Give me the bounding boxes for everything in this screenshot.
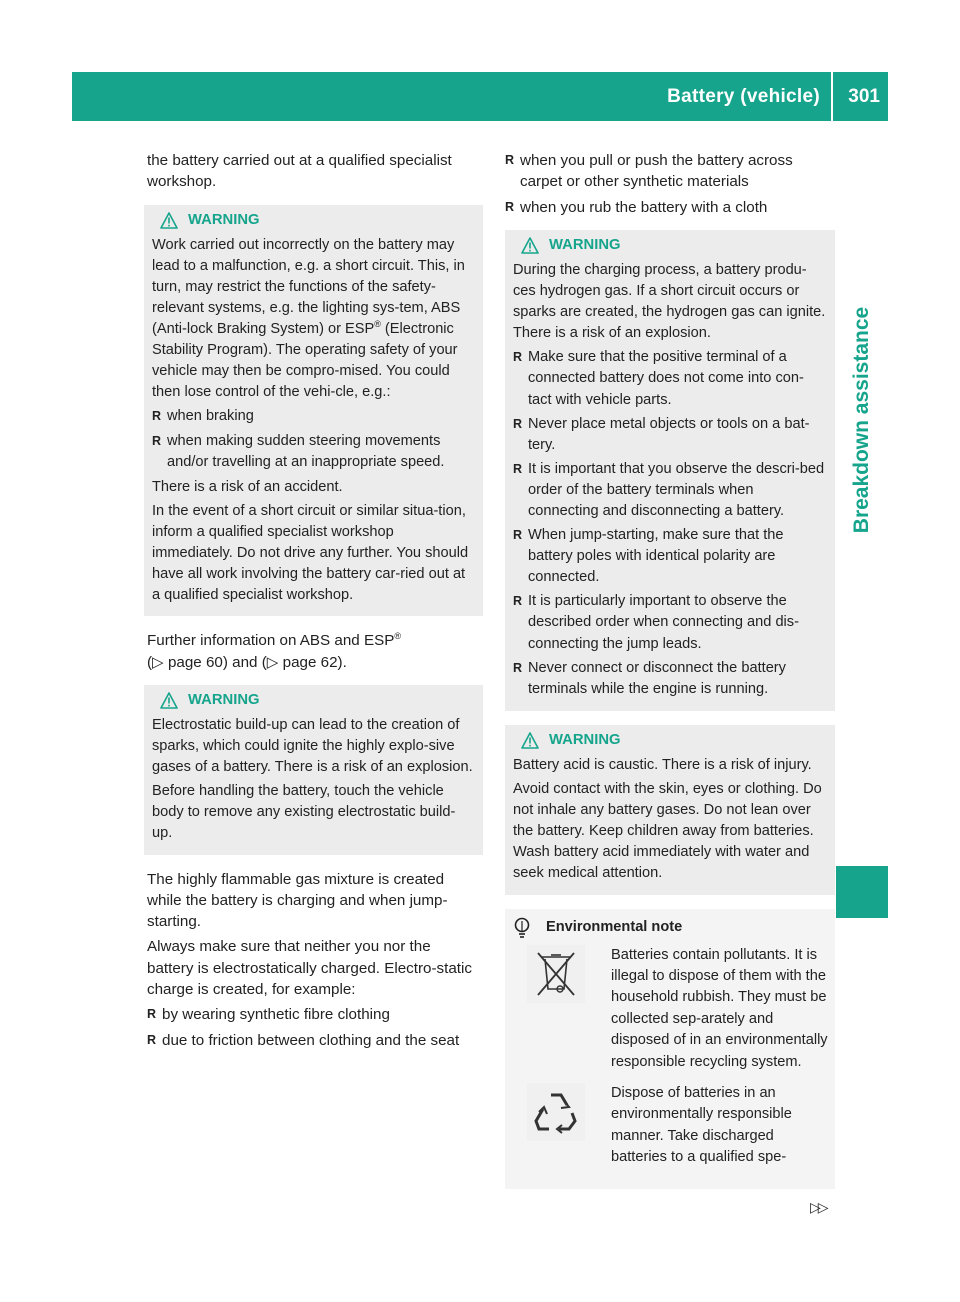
list-item: R when braking	[152, 406, 475, 427]
header-divider	[831, 72, 833, 121]
warning-text-part: (Electronic Stability Program). The operating safety of your vehicle may then be compro-mised. You could then lose control of the vehi-cle, e.g.:	[152, 321, 458, 401]
warning-text: There is a risk of an accident.	[152, 478, 343, 495]
list-item: R when you pull or push the battery across carpet or other synthetic materials	[505, 150, 835, 193]
warning-text: Electrostatic build-up can lead to the creation of sparks, which could ignite the highly explo-sive gases of a battery. There is a risk of an explosion.	[152, 716, 473, 776]
warning-text: Before handling the battery, touch the vehicle body to remove any existing electrostatic build-up.	[152, 783, 456, 842]
list-item: R It is particularly important to observe the described order when connecting and dis-connecting the jump leads.	[513, 591, 827, 654]
warning-text: Avoid contact with the skin, eyes or clothing. Do not inhale any battery gases. Do not lean over the battery. Keep children away from batteries. Wash battery acid immediately with water and seek medical attention.	[513, 781, 822, 882]
bullet-list	[505, 150, 835, 218]
intro-paragraph: the battery carried out at a qualified specialist workshop.	[147, 152, 452, 191]
warning-triangle-icon	[160, 212, 178, 229]
warning-triangle-icon	[521, 237, 539, 254]
list-item: R It is important that you observe the descri-bed order of the battery terminals when connecting and disconnecting a battery.	[513, 459, 827, 522]
environmental-note-row	[511, 945, 829, 1073]
warning-box-4	[505, 725, 835, 895]
page-title: Battery (vehicle)	[667, 86, 820, 107]
warning-text-part: Work carried out incorrectly on the battery may lead to a malfunction, e.g. a short circuit. This, in turn, may restrict the functions of the safety-relevant systems, e.g. the lighting sys-tem, ABS (Anti-lock Braking System) or ESP	[152, 236, 465, 338]
warning-bullet-list	[513, 347, 827, 700]
warning-heading-text: WARNING	[188, 691, 260, 708]
warning-heading	[160, 210, 475, 231]
info-paragraph	[147, 630, 481, 673]
warning-heading-text: WARNING	[549, 731, 621, 748]
bullet-list	[147, 1004, 481, 1051]
environmental-note-title: Environmental note	[546, 918, 683, 935]
list-item: R Never place metal objects or tools on a bat-tery.	[513, 414, 827, 456]
environmental-note-text: Dispose of batteries in an environmentally responsible manner. Take discharged batteries to a qualified spe-	[611, 1084, 792, 1166]
warning-bullet-list	[152, 406, 475, 472]
list-item: R due to friction between clothing and the seat	[147, 1030, 481, 1051]
page-reference-links[interactable]: (▷ page 60) and (▷ page 62).	[147, 653, 347, 671]
warning-heading	[521, 235, 827, 256]
left-column	[147, 150, 481, 1055]
section-tab-label: Breakdown assistance	[850, 306, 873, 534]
warning-heading-text: WARNING	[549, 236, 621, 253]
warning-box-1	[144, 205, 483, 617]
warning-triangle-icon	[160, 692, 178, 709]
header-bar	[72, 72, 888, 121]
environmental-note	[505, 909, 835, 1189]
body-paragraph: Always make sure that neither you nor the battery is electrostatically charged. Electro-static charge is created, for example:	[147, 938, 472, 999]
warning-heading-text: WARNING	[188, 211, 260, 228]
list-item: R When jump-starting, make sure that the battery poles with identical polarity are connected.	[513, 525, 827, 588]
right-column	[505, 150, 835, 1189]
environmental-note-heading	[511, 917, 829, 939]
registered-mark: ®	[374, 319, 381, 330]
list-item: R when you rub the battery with a cloth	[505, 197, 835, 218]
warning-text: In the event of a short circuit or similar situa-tion, inform a qualified specialist workshop immediately. Do not drive any further. You should have all work involving the battery car-ried out at a qualified specialist workshop.	[152, 502, 469, 604]
warning-text: During the charging process, a battery produ-ces hydrogen gas. If a short circuit occurs or sparks are created, the hydrogen gas can ignite. There is a risk of an explosion.	[513, 261, 826, 342]
page-number: 301	[848, 86, 880, 107]
list-item: R Make sure that the positive terminal of a connected battery does not come into con-tact with vehicle parts.	[513, 347, 827, 410]
warning-triangle-icon	[521, 732, 539, 749]
continued-arrows: ▷▷	[810, 1199, 826, 1215]
environmental-note-text: Batteries contain pollutants. It is illegal to dispose of them with the household rubbish. They must be collected sep-arately and disposed of in an environmentally responsible recycling system.	[611, 946, 828, 1070]
warning-box-3	[505, 230, 835, 711]
body-paragraph: The highly flammable gas mixture is created while the battery is charging and when jump-starting.	[147, 870, 448, 931]
recycling-icon	[527, 1083, 585, 1141]
registered-mark: ®	[394, 631, 401, 642]
section-tab-marker	[836, 866, 888, 918]
list-item: R by wearing synthetic fibre clothing	[147, 1004, 481, 1025]
warning-text	[152, 235, 475, 404]
lightbulb-icon	[513, 917, 531, 939]
crossed-bin-icon	[527, 945, 585, 1003]
info-text: Further information on ABS and ESP	[147, 632, 395, 650]
warning-text: Battery acid is caustic. There is a risk of injury.	[513, 756, 812, 773]
list-item: R when making sudden steering movements and/or travelling at an inappropriate speed.	[152, 431, 475, 473]
environmental-note-row	[511, 1083, 829, 1169]
warning-box-2	[144, 685, 483, 855]
warning-heading	[160, 690, 475, 711]
warning-heading	[521, 730, 827, 751]
list-item: R Never connect or disconnect the battery terminals while the engine is running.	[513, 658, 827, 700]
